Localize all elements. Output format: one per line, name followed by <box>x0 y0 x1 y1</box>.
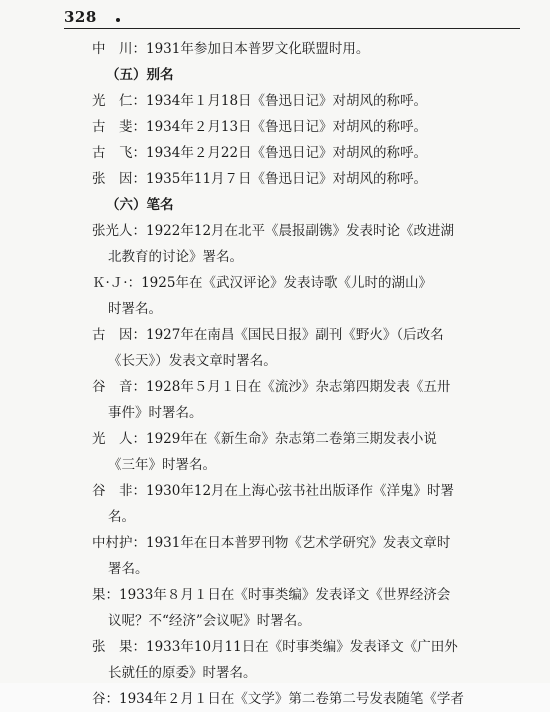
page-number: 328 <box>64 8 97 26</box>
header-rule <box>64 28 520 29</box>
page-header <box>64 8 520 28</box>
section-heading: （六）笔名 <box>106 197 174 213</box>
entry-continuation: 议呢？不“经济”会议呢》时署名。 <box>108 613 311 629</box>
entry-continuation: 时署名。 <box>108 301 162 317</box>
page-body <box>92 36 512 712</box>
entry-continuation: 长就任的原委》时署名。 <box>108 665 257 681</box>
entry-line: 谷 非：1930年12月在上海心弦书社出版译作《洋鬼》时署 <box>92 483 455 499</box>
entry-line: 张 因：1935年11月７日《鲁迅日记》对胡风的称呼。 <box>92 171 428 187</box>
entry-line: 谷 音：1928年５月１日在《流沙》杂志第四期发表《五卅 <box>92 379 451 395</box>
entry-line: 古 飞：1934年２月22日《鲁迅日记》对胡风的称呼。 <box>92 145 428 161</box>
entry-line: 中 川：1931年参加日本普罗文化联盟时用。 <box>92 41 370 57</box>
entry-line: 中村护：1931年在日本普罗刊物《艺术学研究》发表文章时 <box>92 535 451 551</box>
entry-line: 光 仁：1934年１月18日《鲁迅日记》对胡风的称呼。 <box>92 93 428 109</box>
entry-line: 光 人：1929年在《新生命》杂志第二卷第三期发表小说 <box>92 431 437 447</box>
entry-continuation: 署名。 <box>108 561 149 577</box>
entry-continuation: 《三年》时署名。 <box>108 457 216 473</box>
entry-line: 古 斐：1934年２月13日《鲁迅日记》对胡风的称呼。 <box>92 119 428 135</box>
entry-continuation: 名。 <box>108 509 135 525</box>
entry-continuation: 北教育的讨论》署名。 <box>108 249 243 265</box>
header-bullet <box>116 18 120 22</box>
section-heading: （五）别名 <box>106 67 174 83</box>
entry-line: 张 果：1933年10月11日在《时事类编》发表译文《广田外 <box>92 639 458 655</box>
entry-line: 张光人：1922年12月在北平《晨报副镌》发表时论《改进湖 <box>92 223 455 239</box>
entry-line: 古 因：1927年在南昌《国民日报》副刊《野火》（后改名 <box>92 327 444 343</box>
entry-line: 谷：1934年２月１日在《文学》第二卷第二号发表随笔《学者 <box>92 691 464 707</box>
entry-line: Ｋ·Ｊ·：1925年在《武汉评论》发表诗歌《儿时的湖山》 <box>92 275 432 291</box>
entry-continuation: 事件》时署名。 <box>108 405 203 421</box>
entry-line: 果：1933年８月１日在《时事类编》发表译文《世界经济会 <box>92 587 451 603</box>
entry-continuation: 《长天》）发表文章时署名。 <box>108 353 277 369</box>
